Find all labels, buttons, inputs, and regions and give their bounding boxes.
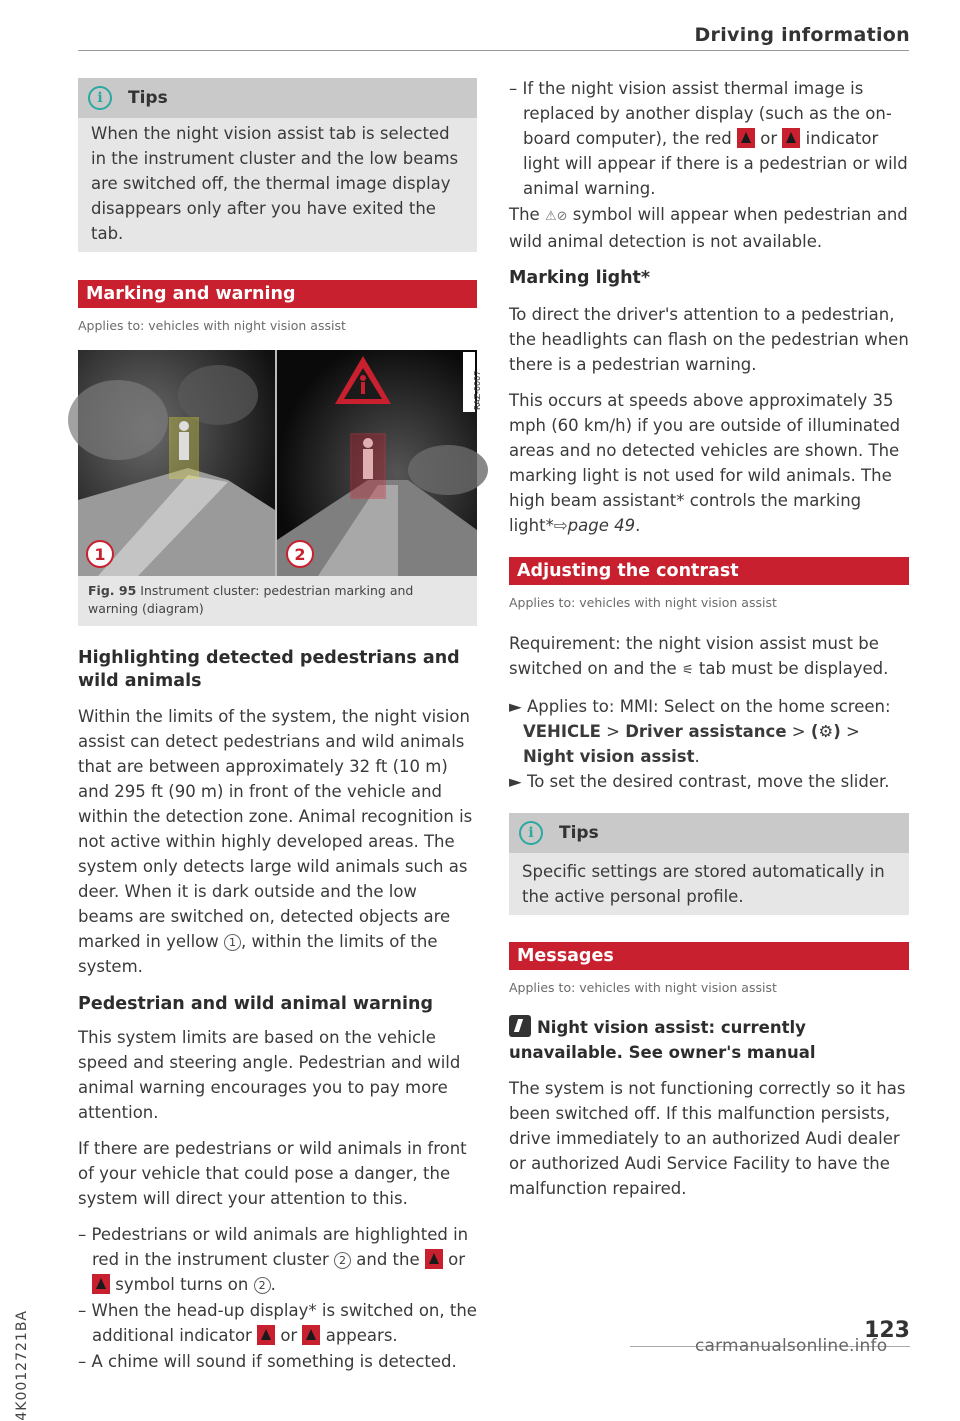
tips-body: When the night vision assist tab is selected in the instrument cluster and the low beams are switched off, the thermal image display disappears only after you have exited the tab. (91, 124, 459, 243)
applies-to: Applies to: vehicles with night vision assist (509, 595, 777, 610)
figure-caption (78, 576, 477, 626)
message-heading (509, 1015, 909, 1065)
tips-box (78, 78, 477, 252)
paragraph-warning-1: This system limits are based on the vehicle speed and steering angle. Pedestrian and wild animal warning encourages you to pay more attention. (78, 1028, 461, 1122)
pedestrian-warning-icon (737, 128, 755, 148)
header-rule (78, 50, 909, 51)
highlight-text: Within the limits of the system, the night vision assist can detect pedestrians and wild animals that are between approximately 32 ft (10 m) and 295 ft (90 m) in front of the vehicle and within the detection zone. Animal recognition is not active within highly developed areas. The system only detects large wild animals such as deer. When it is dark outside and the low beams are switched on, detected objects are marked in yellow (78, 707, 473, 951)
menu-night-vision: Night vision assist (523, 747, 695, 766)
applies-to: Applies to: vehicles with night vision assist (509, 980, 777, 995)
tips-box (509, 813, 909, 915)
step2-text: To set the desired contrast, move the slider. (526, 772, 890, 791)
figure-marker-1: 1 (94, 545, 106, 564)
paragraph-message: The system is not functioning correctly so it has been switched off. If this malfunction persists, drive immediately to an authorized Audi dealer or authorized Audi Service Facility to have the malfunction repaired. (509, 1079, 906, 1198)
dash1-text-b: and the (356, 1250, 420, 1269)
night-vision-warning-icon (509, 1015, 531, 1037)
dash1-text-c: or (448, 1250, 466, 1269)
paragraph-marking-1: To direct the driver's attention to a pedestrian, the headlights can flash on the pedestrian when there is a pedestrian warning. (509, 305, 909, 374)
highlight-text-end: , within the limits of the system. (78, 932, 438, 976)
symbol-text-b: symbol will appear when pedestrian and wild animal detection is not available. (509, 205, 908, 251)
req-text-b: tab must be displayed. (698, 659, 889, 678)
tips-body: Specific settings are stored automatically in the active personal profile. (522, 862, 885, 906)
paragraph-symbol (509, 202, 909, 254)
list-item: – A chime will sound if something is detected. (78, 1352, 457, 1371)
section-title-messages: Messages (509, 942, 909, 970)
tips-title: Tips (128, 87, 168, 108)
callout-2: 2 (334, 1252, 351, 1269)
step-1: ► Applies to: MMI: Select on the home screen: VEHICLE > Driver assistance > (⚙) > Night vision assist. (509, 697, 891, 766)
heading-highlighting: Highlighting detected pedestrians and wild animals (78, 648, 460, 691)
section-title-contrast: Adjusting the contrast (509, 557, 909, 585)
heading-marking-light: Marking light* (509, 268, 651, 288)
dash1-text-d: symbol turns on (115, 1275, 249, 1294)
pedestrian-warning-icon (425, 1249, 443, 1269)
list-item: – When the head-up display* is switched on, the additional indicator or appears. (78, 1301, 477, 1345)
callout-2b: 2 (254, 1277, 271, 1294)
marking-text: This occurs at speeds above approximately 35 mph (60 km/h) if you are outside of illuminated areas and no detected vehicles are shown. The marking light is not used for wild animals. The high beam assistant* controls the marking light* (509, 391, 901, 535)
paragraph-warning-2: If there are pedestrians or wild animals in front of your vehicle that could pose a danger, the system will direct your attention to this. (78, 1139, 467, 1208)
req-text-a: Requirement: the night vision assist must be switched on and the (509, 634, 879, 678)
figure-marker-2: 2 (294, 545, 306, 564)
dash2-text-a: When the head-up display* is switched on, the additional indicator (91, 1301, 477, 1345)
animal-warning-icon (302, 1325, 320, 1345)
figure-label: Fig. 95 (88, 583, 137, 598)
list-item: – If the night vision assist thermal image is replaced by another display (such as the on-board computer), the red or indicator light will appear if there is a pedestrian or wild animal warning. (509, 79, 908, 198)
animal-warning-icon (782, 128, 800, 148)
heading-warning: Pedestrian and wild animal warning (78, 994, 433, 1014)
document-code-text: 4K0012721BA (14, 1310, 30, 1421)
list-item: – Pedestrians or wild animals are highlighted in red in the instrument cluster 2 and the or symbol turns on 2 . (78, 1225, 469, 1294)
section-title-marking: Marking and warning (78, 280, 477, 308)
dash1-text-a: Pedestrians or wild animals are highlighted in red in the instrument cluster (91, 1225, 469, 1269)
right-dash-c: indicator light will appear if there is a pedestrian or wild animal warning. (523, 129, 908, 198)
tips-header (78, 78, 477, 118)
arrow-ref-icon: ⇨ (553, 516, 568, 535)
figure-thermal-image (78, 350, 482, 576)
menu-vehicle: VEHICLE (523, 722, 601, 741)
settings-icon: (⚙) (810, 722, 841, 741)
page-number: 123 (864, 1318, 910, 1343)
info-icon: i (88, 86, 112, 110)
info-icon: i (519, 821, 543, 845)
right-dash-b: or (760, 129, 778, 148)
watermark: carmanualsonline.info (695, 1336, 888, 1356)
thermal-illustration (78, 350, 477, 576)
tips-header (509, 813, 909, 853)
message-title: Night vision assist: currently unavailable. See owner's manual (509, 1018, 816, 1062)
document-code (14, 1070, 44, 1421)
dash2-text-c: appears. (325, 1326, 398, 1345)
menu-driver-assistance: Driver assistance (625, 722, 787, 741)
step-2: ► To set the desired contrast, move the slider. (509, 772, 890, 791)
paragraph-highlighting (78, 704, 477, 979)
page-link[interactable]: page 49 (567, 516, 636, 535)
dash3-text: A chime will sound if something is detected. (91, 1352, 457, 1371)
running-header: Driving information (694, 24, 910, 46)
figure-code: RAZ-0007 (473, 370, 482, 410)
night-vision-unavailable-icon: ⚠⊘ (544, 209, 568, 224)
left-column (78, 78, 482, 1375)
night-vision-tab-icon: ⚟ (681, 663, 694, 678)
paragraph-requirement (509, 631, 909, 683)
right-dash-a: If the night vision assist thermal image is replaced by another display (such as the on-board computer), the red (522, 79, 892, 148)
pedestrian-warning-icon (257, 1325, 275, 1345)
dash2-text-b: or (280, 1326, 298, 1345)
step1-text: Applies to: MMI: Select on the home screen: (526, 697, 891, 716)
tips-title: Tips (559, 822, 599, 843)
figure-caption-text: Instrument cluster: pedestrian marking and warning (diagram) (88, 583, 414, 616)
figure-code-box (463, 352, 482, 412)
applies-to: Applies to: vehicles with night vision assist (78, 318, 346, 333)
callout-1: 1 (224, 934, 241, 951)
animal-warning-icon (92, 1274, 110, 1294)
symbol-text-a: The (509, 205, 540, 224)
right-column (509, 76, 909, 1212)
paragraph-marking-2: This occurs at speeds above approximately 35 mph (60 km/h) if you are outside of illuminated areas and no detected vehicles are shown. The marking light is not used for wild animals. The high beam assistant* controls the marking light*⇨page 49. (509, 391, 901, 535)
